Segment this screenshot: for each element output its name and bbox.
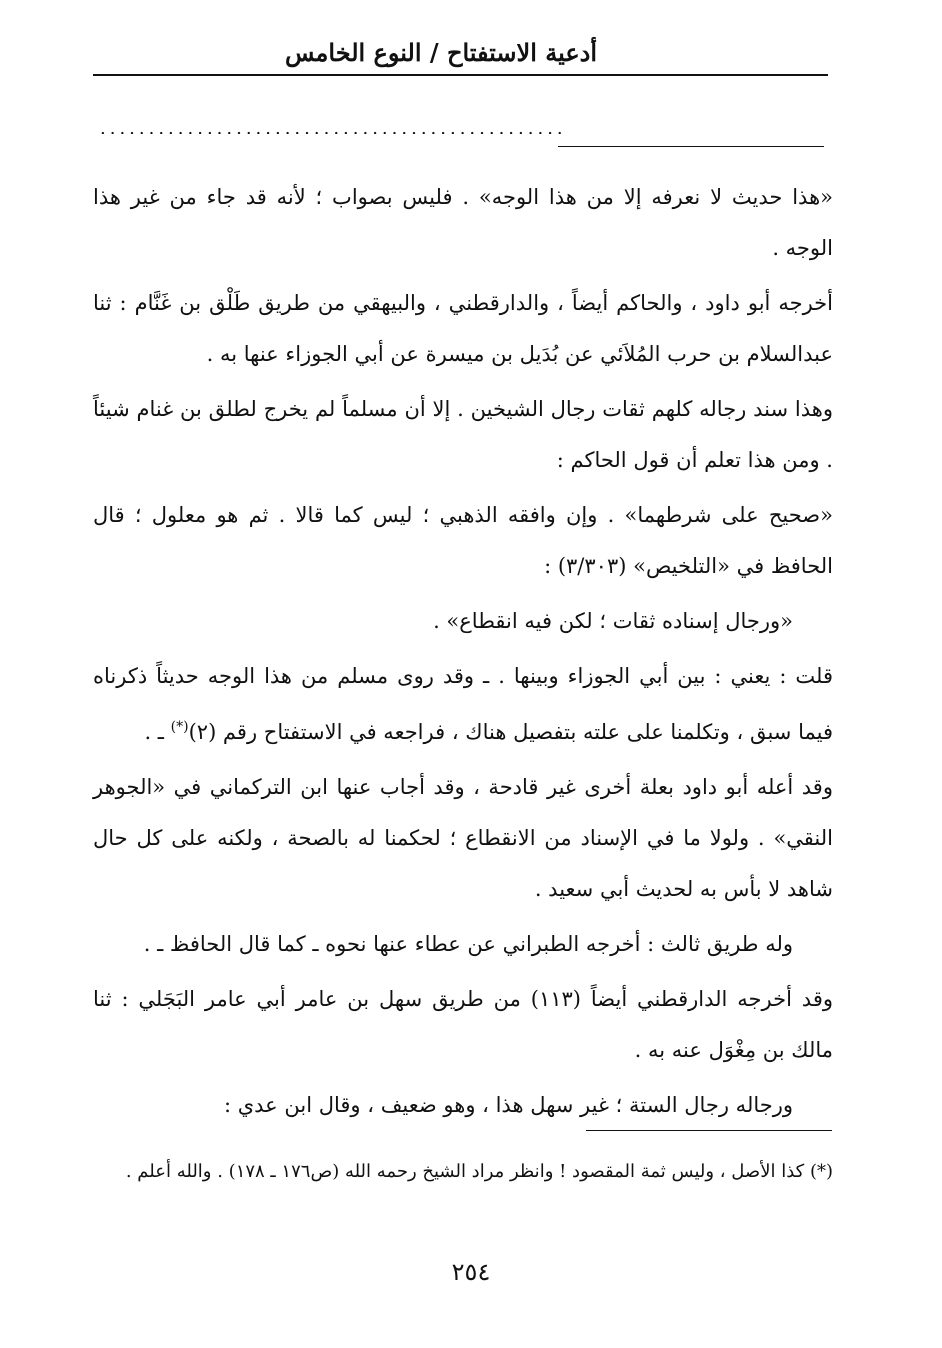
paragraph-4: «صحيح على شرطهما» . وإن وافقه الذهبي ؛ ليس كما قالا . ثم هو معلول ؛ قال الحافظ في «التلخيص» (٣/٣٠٣) : [93,503,833,578]
paragraph-10: ورجاله رجال الستة ؛ غير سهل هذا ، وهو ضعيف ، وقال ابن عدي : [223,1093,793,1117]
paragraph-5: «ورجال إسناده ثقات ؛ لكن فيه انقطاع» . [433,609,793,633]
paragraph-2: أخرجه أبو داود ، والحاكم أيضاً ، والدارقطني ، والبيهقي من طريق طَلْق بن غَنَّام : ثنا عبدالسلام بن حرب المُلاَئي عن بُدَيل بن ميسرة عن أبي الجوزاء عنها به . [93,291,833,366]
footnote-reference[interactable]: (*) [170,719,189,735]
separator-underline [558,146,824,147]
paragraph-9: وقد أخرجه الدارقطني أيضاً (١١٣) من طريق سهل بن عامر أبي عامر البَجَلي : ثنا مالك بن مِغْوَل عنه به . [93,987,833,1062]
paragraph-6 [93,651,833,758]
running-header-title: أدعية الاستفتاح / النوع الخامس [284,38,597,67]
dotted-separator: ................................................ [100,118,567,134]
paragraph-6-text: قلت : يعني : بين أبي الجوزاء وبينها . ـ وقد روى مسلم من هذا الوجه حديثاً ذكرناه فيما سبق ، وتكلمنا على علته بتفصيل هناك ، فراجعه في الاستفتاح رقم (٢) [93,664,833,744]
paragraph-1: «هذا حديث لا نعرفه إلا من هذا الوجه» . فليس بصواب ؛ لأنه قد جاء من غير هذا الوجه . [93,185,833,260]
footnote-rule [586,1130,832,1131]
header-rule [93,74,828,76]
paragraph-7: وقد أعله أبو داود بعلة أخرى غير قادحة ، وقد أجاب عنها ابن التركماني في «الجوهر النقي» . ولولا ما في الإسناد من الانقطاع ؛ لحكمنا له بالصحة ، ولكنه على كل حال شاهد لا بأس به لحديث أبي سعيد . [93,775,833,901]
page-number: ٢٥٤ [451,1258,491,1286]
paragraph-8: وله طريق ثالث : أخرجه الطبراني عن عطاء عنها نحوه ـ كما قال الحافظ ـ . [143,932,793,956]
paragraph-3: وهذا سند رجاله كلهم ثقات رجال الشيخين . إلا أن مسلماً لم يخرج لطلق بن غنام شيئاً . ومن هذا تعلم أن قول الحاكم : [93,397,833,472]
body-text [93,172,833,1135]
paragraph-6-tail: ـ . [144,720,171,744]
footnote-text: (*) كذا الأصل ، وليس ثمة المقصود ! وانظر مراد الشيخ رحمه الله (ص١٧٦ ـ ١٧٨) . والله أعلم . [125,1161,833,1182]
